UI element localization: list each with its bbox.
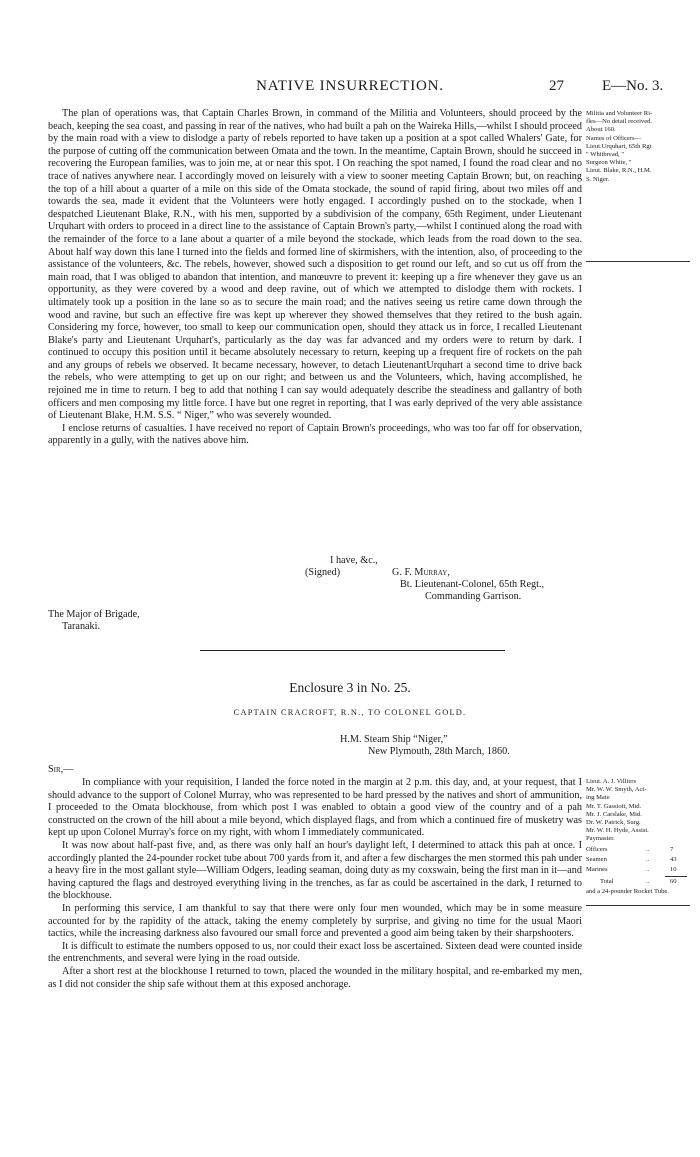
- enclosure-paragraph: In compliance with your requisition, I landed the force noted in the margin at 2 p.m. this day, and, at your request, that I should advance to the support of Colonel Murray, who was represented to be hard pressed by the natives and short of ammunition, I proceeded to the Omata blockhouse, from which post I was enabled to obtain a good view of the country and of a pah constructed on the crown of the hill about a mile beyond, which displayed flags, and from which a continued fire of musketry was kept up upon Colonel Murray's force on my right, with whom I immediately communicated.: [48, 777, 582, 839]
- signed-label: (Signed): [305, 567, 341, 578]
- force-row: Seamen .. 43: [586, 856, 677, 863]
- margin-line: Paymaster.: [586, 835, 615, 843]
- signatory-name: G. F. Murray,: [392, 567, 450, 578]
- force-table: [586, 846, 690, 896]
- margin-line: Surgeon White, ": [586, 159, 632, 167]
- margin-line: Names of Officers—: [586, 134, 642, 142]
- force-label: Seamen: [586, 856, 607, 863]
- force-note: and a 24-pounder Rocket Tube.: [586, 888, 669, 895]
- addressee-line: The Major of Brigade,: [48, 609, 140, 620]
- margin-line: About 160.: [586, 126, 616, 134]
- salutation: Sir,—: [48, 764, 74, 775]
- force-label: Total: [600, 878, 614, 885]
- document-reference: E—No. 3.: [602, 78, 664, 94]
- force-value: 7: [670, 846, 674, 853]
- murray-letter-body: [48, 108, 582, 448]
- margin-note-force: [586, 778, 690, 844]
- total-rule: [665, 876, 687, 877]
- margin-line: Mr. T. Gassiott, Mid.: [586, 802, 642, 810]
- force-label: Officers: [586, 846, 608, 853]
- signatory-rank: Bt. Lieutenant-Colonel, 65th Regt.,: [400, 579, 545, 590]
- margin-line: Lieut. A. J. Villiers: [586, 778, 637, 785]
- margin-line: fles—No detail received.: [586, 118, 653, 126]
- margin-note-officers: [586, 110, 690, 184]
- addressee-place: Taranaki.: [62, 621, 101, 632]
- margin-end-rule: [586, 261, 690, 262]
- signatory-command: Commanding Garrison.: [425, 591, 522, 602]
- section-divider: [200, 650, 505, 651]
- closing: I have, &c.,: [330, 555, 378, 566]
- margin-line: " Whitbread, ": [586, 151, 625, 159]
- margin-line: ing Mate: [586, 794, 610, 802]
- letter-paragraph: I enclose returns of casualties. I have received no report of Captain Brown's proceedings, who was too far off for observation, apparently in a gully, with the natives above him.: [48, 422, 582, 447]
- running-title: NATIVE INSURRECTION.: [256, 78, 444, 94]
- force-row-total: Total .. 60: [600, 878, 677, 885]
- force-value: 43: [670, 856, 677, 863]
- margin-line: Lieut.Urquhart, 65th Rgt: [586, 142, 652, 150]
- margin-line: Mr. W. H. Hyde, Assist.: [586, 827, 649, 835]
- letter-paragraph: The plan of operations was, that Captain Charles Brown, in command of the Militia and Volunteers, should proceed by the beach, keeping the sea coast, and passing in rear of the natives, who had built a pah on the Waireka Hills,—whilst I should proceed by the main road with a view to dislodge a party of rebels reported to have taken up a position at a spot called Whalers' Gate, for the purpose of cutting off the communication between Omata and the town. In the meantime, Captain Brown, should he succeed in recovering the European families, was to join me, at or near this spot. I On reaching the spot named, I found the road clear and no trace of natives anywhere near. I accordingly moved on leisurely with a view to sooner meeting Captain Brown; but, on reaching the top of a hill about a quarter of a mile on this side of the Omata stockade, the sound of rapid firing, about two miles off and towards the sea, made it evident that the Volunteers were hotly engaged. I accordingly pushed on to the stockade, when I despatched Lieutenant Blake, R.N., with his men, supported by a subdivision of the company, 65th Regiment, under Lieutenant Urquhart with orders to proceed in a direct line to the assistance of Captain Brown's party,—whilst I continued along the road with the remainder of the force to a lane about a quarter of a mile beyond the stockade, which leads from the road down to the sea. About half way down this lane I turned into the fields and formed line of skirmishers, with the intention, also, of proceeding to the assistance of the volunteers, &c. The rebels, however, showed such a disposition to get round our left, and so cut us off from the main road, that I was obliged to abandon that intention, and manœuvre to prevent it: keeping up a fire whenever they gave us an opportunity, as they were covered by a wood and deep ravine, out of which we attempted to dislodge them with rockets. I ultimately took up a position in the lane so as to secure the main road; and the natives seeing us retire came down through the wood and ravine, but such an effective fire was kept up wherever they showed themselves that they retired to the bush again. Considering my force, however, too small to keep our communication open, should they attack us in force, I recalled Lieutenant Blake's party and Lieutenant Urquhart's, particularly as the day was far advanced and my orders were to return by dark. I continued to occupy this position until it became absolutely necessary to return, keeping up a frequent fire of rockets on the pah and any groups of rebels we observed. It became necessary, however, to detach LieutenantUrquhart a second time to drive back the rebels, who were attempting to get up on our right; and between us and the Volunteers, which, having accomplished, he rejoined me in time to return. I beg to add that nothing I can say would adequately describe the steadiness and gallantry of both officers and men composing my little force. I have but one regret in reporting, that I was early deprived of the very able assistance of Lieutenant Blake, H.M. S.S. “ Niger,” who was severely wounded.: [48, 108, 582, 422]
- force-value: 10: [670, 866, 677, 873]
- force-row: Marines .. 10: [586, 866, 677, 873]
- place-date: New Plymouth, 28th March, 1860.: [368, 746, 510, 757]
- enclosure-subtitle: CAPTAIN CRACROFT, R.N., TO COLONEL GOLD.: [233, 708, 467, 717]
- enclosure-title: Enclosure 3 in No. 25.: [289, 680, 411, 695]
- margin-line: Militia and Volunteer Ri-: [586, 110, 653, 117]
- margin-line: S. Niger.: [586, 175, 610, 183]
- force-row: Officers .. 7: [586, 846, 674, 853]
- page-number: 27: [549, 78, 564, 94]
- enclosure-paragraph: After a short rest at the blockhouse I returned to town, placed the wounded in the military hospital, and re-embarked my men, as I did not consider the ship safe without them at this exposed anchorage.: [48, 965, 582, 990]
- margin-end-rule: [586, 905, 690, 906]
- margin-line: Dr. W. Patrick, Surg.: [586, 819, 641, 827]
- margin-line: Lieut. Blake, R.N., H.M.: [586, 167, 652, 175]
- margin-line: Mr. J. Carslake, Mid.: [586, 810, 642, 818]
- ship-name: H.M. Steam Ship “Niger,”: [340, 734, 448, 745]
- cracroft-letter-body: [48, 777, 582, 991]
- enclosure-paragraph: In performing this service, I am thankful to say that there were only four men wounded, which may be in some measure accounted for by the rapidity of the attack, taking the enemy completely by surprise, and giving no time for the usual Maori tactics, while the increasing darkness also favoured our small force and prevented a good aim being taken by their sharpshooters.: [48, 902, 582, 940]
- enclosure-paragraph: It is difficult to estimate the numbers opposed to us, nor could their exact loss be ascertained. Sixteen dead were counted inside the entrenchments, and several were lying in the road outside.: [48, 940, 582, 965]
- page-header: [0, 78, 700, 98]
- force-value: 60: [670, 878, 677, 885]
- enclosure-paragraph: It was now about half-past five, and, as there was only half an hour's daylight left, I determined to attack this pah at once. I accordingly planted the 24-pounder rocket tube about 700 yards from it, and after a few discharges the men stormed this pah under a heavy fire in the most gallant style—William Odgers, leading seaman, doing duty as my coxswain, being the first man in it—and having captured the flags and destroyed everything living in the trenches, as far as could be ascertained in the dark, I returned to the blockhouse.: [48, 839, 582, 902]
- force-label: Marines: [586, 866, 608, 873]
- margin-line: Mr. W. W. Smyth, Act-: [586, 786, 647, 794]
